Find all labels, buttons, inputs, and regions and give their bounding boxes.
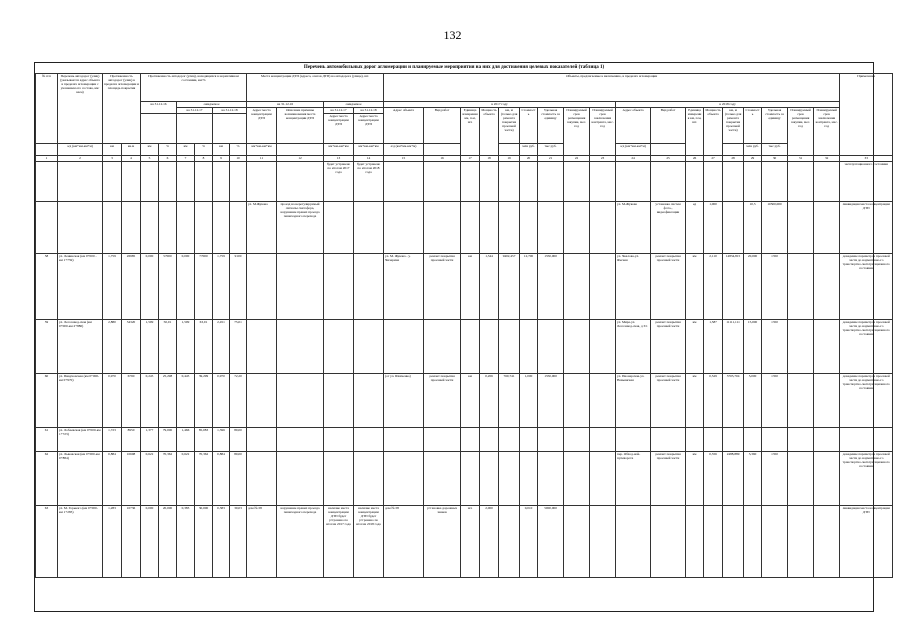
cell-note: доведение параметров проезжей части до нормативно-го транспортно-эксплуатационного состояния (840, 254, 893, 320)
cell-w18-unitcost (762, 506, 788, 578)
column-number: 25 (651, 156, 686, 162)
hdr-planstart-17: Планируемый срок размещения закупки, мес. год (564, 108, 590, 156)
cell-sqm: 34320 (122, 320, 141, 374)
hdr-num: № п/п (36, 74, 58, 144)
table-row (36, 374, 893, 428)
cell-dtp18 (354, 452, 384, 506)
cell-w18-power (704, 428, 723, 452)
cell-km16: 0,000 (141, 506, 159, 578)
cell-dtp17 (324, 452, 354, 506)
column-number: 7 (177, 156, 195, 162)
cell-w17-unit: км (461, 374, 480, 428)
cell-w17-power: 1,344 (480, 254, 499, 320)
cont-w18-power: 1,000 (704, 202, 723, 254)
unit-unitcost18: тыс руб. (762, 144, 788, 156)
column-number: 14 (354, 156, 384, 162)
cell-w17-cost: 1,000 (520, 374, 538, 428)
continuation-row-2 (36, 202, 893, 254)
cell-w18-unit: км (686, 452, 704, 506)
cell-dtp-addr (247, 320, 277, 374)
cell-name: ул. Лыковская (км 0+000-км 0+884) (58, 452, 103, 506)
cell-p18: 9100 (230, 254, 247, 320)
cell-w18-work (651, 428, 686, 452)
cell-w18-unitcost (762, 428, 788, 452)
cell-dtp18 (354, 320, 384, 374)
cell-w17-unit: шт. (461, 506, 480, 578)
cont-dtp-desc: проезд на нерегулируемый сигналы светофора, нарушение правил проезда пешеходного перехода (277, 202, 324, 254)
cell-dtp-desc (277, 428, 324, 452)
hdr-unit-17: Единица измерения км, п.м, шт. (461, 108, 480, 156)
cell-w17-addr: дом №.58 (384, 506, 424, 578)
cell-p18: 80,00 (230, 452, 247, 506)
cell-w18-cost (744, 428, 762, 452)
cell-w17-unitcost (538, 428, 564, 452)
cell-km16: 0,245 (141, 374, 159, 428)
cell-dtp18 (354, 374, 384, 428)
cell-dtp-addr (247, 452, 277, 506)
column-number: 26 (686, 156, 704, 162)
cell-w18-km: 2488,889 (723, 452, 744, 506)
hdr-repair-17: км, м (только для ремонта покрытия проезжей части) (499, 108, 520, 144)
cell-w18-addr: ул. Мира-ул. Лесозавод-ская, д 3/1 (616, 320, 651, 374)
column-number: 13 (324, 156, 354, 162)
cell-w17-unitcost: 1350,000 (538, 374, 564, 428)
cell-p17: 85,083 (195, 428, 213, 452)
cell-len: 1,759 (103, 254, 122, 320)
cell-km16: 1,509 (141, 320, 159, 374)
cell-w17-cost (520, 320, 538, 374)
cont-c33: эксплуатационного состояния (840, 162, 893, 202)
cell-n: 62 (36, 452, 58, 506)
cell-w17-cost: 12,700 (520, 254, 538, 320)
cell-w17-km (499, 320, 520, 374)
column-number: 24 (616, 156, 651, 162)
cell-p16: 57000 (159, 254, 177, 320)
hdr-d1218: на 31.12.18 (213, 108, 247, 114)
cell-w18-unit: км (686, 254, 704, 320)
cell-len: 1,723 (103, 428, 122, 452)
hdr-repair-18: км, м (только для ремонта покрытия проезжей части) (723, 108, 744, 144)
cell-p16: 79,000 (159, 428, 177, 452)
unit-obj17: а/д (км+км-км+м) (384, 144, 424, 156)
cell-km16: 0,622 (141, 452, 159, 506)
cell-dtp-addr (247, 254, 277, 320)
column-number: 31 (788, 156, 814, 162)
cell-w17-work (424, 320, 461, 374)
cell-w17-power: 0,206 (480, 374, 499, 428)
cell-km17: 0,000 (177, 254, 195, 320)
cell-w17-unit (461, 428, 480, 452)
cell-dtp-addr: дом №.58 (247, 506, 277, 578)
hdr-dtp-d1216: на 31.12.16 (247, 102, 324, 108)
cell-w17-km (499, 506, 520, 578)
header-row-1 (36, 74, 893, 102)
cell-w18-unit (686, 428, 704, 452)
cell-p17: 63,01 (195, 320, 213, 374)
page-number: 132 (443, 28, 462, 42)
cell-w18-addr (616, 506, 651, 578)
column-number: 20 (520, 156, 538, 162)
cell-sqm: 8950 (122, 428, 141, 452)
cell-n: 58 (36, 254, 58, 320)
column-number: 4 (122, 156, 141, 162)
cell-n: 59 (36, 320, 58, 374)
hdr-d1217: на 31.12.17 (177, 108, 213, 114)
hdr-dtp-expected: ожидаемое (324, 102, 384, 108)
cell-w17-cost: 0,010 (520, 506, 538, 578)
document-table-sheet (34, 62, 890, 612)
cell-n: 63 (36, 506, 58, 578)
cell-km16: 1,377 (141, 428, 159, 452)
cont-w18-addr: ул. М-Жукова (616, 202, 651, 254)
cell-dtp-desc (277, 254, 324, 320)
hdr-dtp17: Адрес места концентрации ДТП (324, 114, 354, 144)
column-number: 21 (538, 156, 564, 162)
column-number: 17 (461, 156, 480, 162)
hdr-dtp-desc: Описание причины возникновения места концентрации ДТП (277, 108, 324, 144)
cell-name: ул. Лобаевская (км 0+000-км 1+723) (58, 428, 103, 452)
cell-w17-power (480, 320, 499, 374)
cell-w17-work (424, 428, 461, 452)
cont-w18-work: установка систем фото-, видеофиксации (651, 202, 686, 254)
hdr-unitcost-17: Удельная стоимость за единицу (538, 108, 564, 144)
table-row (36, 254, 893, 320)
cont-dtp-addr: ул. М.Жукова (247, 202, 277, 254)
cell-dtp18 (354, 428, 384, 452)
cell-w18-unit (686, 506, 704, 578)
cell-sqm: 6790 (122, 374, 141, 428)
column-number: 15 (384, 156, 424, 162)
column-number: 9 (213, 156, 230, 162)
cell-w17-addr: (от ул. Шевченко) (384, 374, 424, 428)
unit-cost18: млн руб. (744, 144, 762, 156)
table-row (36, 428, 893, 452)
unit-km-16: км (141, 144, 159, 156)
cell-w17-work (424, 452, 461, 506)
table-row (36, 452, 893, 506)
cell-p18: 72,20 (230, 374, 247, 428)
cell-w17-unitcost: 1350,000 (538, 254, 564, 320)
hdr-planstart-18: Планируемый срок размещения закупки, мес. год (788, 108, 814, 156)
cell-km17: 1,466 (177, 428, 195, 452)
column-number: 29 (744, 156, 762, 162)
cell-w17-km (499, 452, 520, 506)
unit-sqm: кв.м (122, 144, 141, 156)
cell-note: ликвидация места концентрации ДТП (840, 506, 893, 578)
cell-w17-cost (520, 428, 538, 452)
cell-w18-addr: ул. Пионерская-ул. Невьянская (616, 374, 651, 428)
column-number: 23 (590, 156, 616, 162)
column-number: 11 (247, 156, 277, 162)
cell-dtp-desc (277, 374, 324, 428)
cell-w18-work: ремонт покрытия проезжей части (651, 320, 686, 374)
hdr-work-type-17: Вид работ (424, 108, 461, 144)
cell-w17-km: 760,741 (499, 374, 520, 428)
hdr-note: Примечание (840, 74, 893, 156)
cell-km18: 0,970 (213, 374, 230, 428)
cell-w18-cost: 3,360 (744, 452, 762, 506)
unit-pct-17: % (195, 144, 213, 156)
unit-km-18: км (213, 144, 230, 156)
cell-w18-cost: 20,000 (744, 254, 762, 320)
cell-w17-addr (384, 452, 424, 506)
cell-km17: 0,445 (177, 374, 195, 428)
cell-p16: 25,298 (159, 374, 177, 428)
cell-dtp18 (354, 254, 384, 320)
cell-p16: 70,362 (159, 452, 177, 506)
unit-obj18: а/д (км+км-км+м) (616, 144, 651, 156)
cell-p18: 80,00 (230, 428, 247, 452)
cell-p16: 50,01 (159, 320, 177, 374)
cell-w18-cost (744, 506, 762, 578)
cell-w18-km (723, 506, 744, 578)
hdr-expected: ожидаемое (177, 102, 247, 108)
cell-km17: 0,383 (177, 506, 195, 578)
cell-w18-addr: пер. Обход-ной-пулеворота (616, 452, 651, 506)
cell-dtp-addr (247, 374, 277, 428)
cont-w18-cost: 10,5 (744, 202, 762, 254)
cell-km18: 1,759 (213, 254, 230, 320)
cell-w17-addr (384, 320, 424, 374)
cell-w17-work: ремонт покрытия проезжей части (424, 254, 461, 320)
cell-w18-km: 11111,111 (723, 320, 744, 374)
cell-dtp17 (324, 374, 354, 428)
cell-w17-unit (461, 320, 480, 374)
continuation-row-1 (36, 162, 893, 202)
column-number: 2 (58, 156, 103, 162)
cell-w17-unit (461, 452, 480, 506)
column-number: 32 (814, 156, 840, 162)
cell-w18-work: ремонт покрытия проезжей части (651, 452, 686, 506)
cont-c13: будет устранено по итогам 2017 года (324, 162, 354, 202)
hdr-works-group: Объекты, предлагаемые к включению, в пределах агломерации (384, 74, 840, 102)
cell-km16: 0,000 (141, 254, 159, 320)
unit-pct-18: % (230, 144, 247, 156)
column-number: 16 (424, 156, 461, 162)
table-title: Перечень автомобильных дорог агломерации и планируемые мероприятия на них для достижения целевых показателей (таблица 1) (35, 63, 873, 74)
cell-w17-unitcost (538, 320, 564, 374)
cell-w18-work: ремонт покрытия проезжей части (651, 254, 686, 320)
cell-dtp18: наличие места концентрации ДТП будет устранено по итогам 2018 года (354, 506, 384, 578)
cell-dtp17 (324, 320, 354, 374)
cell-w17-cost (520, 452, 538, 506)
unit-km-17: км (177, 144, 195, 156)
cell-p17: 77000 (195, 254, 213, 320)
cell-len: 0,970 (103, 374, 122, 428)
cell-km18: 0,884 (213, 452, 230, 506)
column-number: 33 (840, 156, 893, 162)
cell-w17-power (480, 452, 499, 506)
cell-p17: 70,362 (195, 452, 213, 506)
cell-w18-power: 2,110 (704, 254, 723, 320)
hdr-cost-17: Стоимость (520, 108, 538, 144)
unit-cost17: млн руб. (520, 144, 538, 156)
cell-w17-addr: ул. М. Жукова - у. Чичерина (384, 254, 424, 320)
hdr-norm-group: Протяженность автодорог (улиц), находящихся в нормативном состоянии, км/% (141, 74, 247, 102)
column-number: 5 (141, 156, 159, 162)
cell-n: 61 (36, 428, 58, 452)
cell-w18-cost: 15,000 (744, 320, 762, 374)
cell-w17-work: ремонт покрытия проезжей части (424, 374, 461, 428)
column-number: 10 (230, 156, 247, 162)
cell-p17: 30,000 (195, 506, 213, 578)
cell-w17-unitcost: 5000,000 (538, 506, 564, 578)
hdr-obj-addr-17: Адрес объекта (384, 108, 424, 144)
cell-km17: 0,622 (177, 452, 195, 506)
unit-pct-16: % (159, 144, 177, 156)
unit-dtp-addr: км+км-км+км (247, 144, 277, 156)
cell-name: ул. Пикуновская (км 0+000-км 0+970) (58, 374, 103, 428)
cell-note: доведение параметров проезжей части до нормативно-го транспортно-эксплуатационного состояния (840, 320, 893, 374)
hdr-dtp18-date: на 31.12.18 (354, 108, 384, 114)
cell-w18-km: 14834,815 (723, 254, 744, 320)
cell-dtp-addr (247, 428, 277, 452)
hdr-unit-18: Единица измерения км, п.м, шт. (686, 108, 704, 156)
cell-w18-unit: км (686, 374, 704, 428)
column-number: 1 (36, 156, 58, 162)
cell-w17-unit: км (461, 254, 480, 320)
cell-len: 2,880 (103, 320, 122, 374)
unit-road: а/д (км+км-км+м) (58, 144, 103, 156)
hdr-power-17: Мощность объекта (480, 108, 499, 156)
cell-w18-power: 0,529 (704, 374, 723, 428)
hdr-obj-addr-18: Адрес объекта (616, 108, 651, 144)
cell-note: доведение параметров проезжей части до нормативно-го транспортно-эксплуатационного состояния (840, 452, 893, 506)
cell-w18-unitcost: 1350 (762, 320, 788, 374)
cell-p18: 30,03 (230, 506, 247, 578)
column-number: 22 (564, 156, 590, 162)
cell-p18: 75,01 (230, 320, 247, 374)
cell-note: доведение параметров проезжей части до нормативно-го транспортно-эксплуатационного состояния (840, 374, 893, 428)
cell-km18: 0,383 (213, 506, 230, 578)
cell-p16: 20,000 (159, 506, 177, 578)
cell-w18-unitcost: 1350 (762, 374, 788, 428)
cell-w18-addr (616, 428, 651, 452)
cell-dtp17: наличие места концентрации ДТП будет устранено по итогам 2017 года (324, 506, 354, 578)
unit-dtp18: км+км-км+км (354, 144, 384, 156)
hdr-plansign-17: Планируемый срок заключения контракта, мес. год (590, 108, 616, 156)
hdr-length: Протяженность автодорог (улиц) в пределах агломерации и площадь покрытия (103, 74, 141, 144)
column-number: 30 (762, 156, 788, 162)
cell-note (840, 428, 893, 452)
cell-km18: 2,451 (213, 320, 230, 374)
table-row (36, 506, 893, 578)
cell-n: 60 (36, 374, 58, 428)
column-number: 12 (277, 156, 324, 162)
cell-w18-km: 3703,704 (723, 374, 744, 428)
cell-sqm: 26985 (122, 254, 141, 320)
hdr-work-type-18: Вид работ (651, 108, 686, 144)
cell-w17-km: 9402,457 (499, 254, 520, 320)
hdr-dtp-addr: Адрес места концентрации ДТП (247, 108, 277, 144)
cell-km17: 1,509 (177, 320, 195, 374)
cell-w17-addr (384, 428, 424, 452)
cell-w18-cost: 5,000 (744, 374, 762, 428)
cell-w18-addr: ул. Чкалова-ул. Ямская (616, 254, 651, 320)
column-number: 8 (195, 156, 213, 162)
hdr-cost-18: Стоимость (744, 108, 762, 144)
cont-note: ликвидация места концентрации ДТП (840, 202, 893, 254)
cell-w18-power: 1,587 (704, 320, 723, 374)
cont-w18-unitcost: 10500,000 (762, 202, 788, 254)
hdr-dtp17-date: на 31.12.17 (324, 108, 354, 114)
cell-w18-work: ремонт покрытия проезжей части (651, 374, 686, 428)
column-number: 28 (723, 156, 744, 162)
cell-w17-km (499, 428, 520, 452)
cell-w18-work (651, 506, 686, 578)
cell-dtp-desc (277, 320, 324, 374)
column-number: 6 (159, 156, 177, 162)
cell-w18-unitcost: 1350 (762, 452, 788, 506)
hdr-unitcost-18: Удельная стоимость за единицу (762, 108, 788, 144)
roads-table (35, 73, 893, 578)
cell-w18-unitcost: 1350 (762, 254, 788, 320)
cont-c14: будет устранено по итогам 2018 года (354, 162, 384, 202)
cont-w18-unit: ед (686, 202, 704, 254)
cell-w18-power: 0,356 (704, 452, 723, 506)
cell-dtp-desc: нарушение правил проезда пешеходного перехода (277, 506, 324, 578)
hdr-plansign-18: Планируемый срок заключения контракта, мес. год (814, 108, 840, 156)
hdr-road-name: Перечень автодорог (улиц) (указывается адрес объекта в пределах агломерации с указанием его состава, км/кв.м) (58, 74, 103, 144)
unit-km: км (103, 144, 122, 156)
hdr-y2017: в 2017 году (384, 102, 616, 108)
cell-name: ул. М. Горького (км 0+000-км 1+283) (58, 506, 103, 578)
hdr-dtp18: Адрес места концентрации ДТП (354, 114, 384, 144)
cell-sqm: 10736 (122, 506, 141, 578)
hdr-y2018: в 2018 году (616, 102, 840, 108)
cell-w17-unitcost (538, 452, 564, 506)
cell-km18: 1,396 (213, 428, 230, 452)
cell-len: 1,283 (103, 506, 122, 578)
cell-dtp-desc (277, 452, 324, 506)
cell-w17-work: установка дорожных знаков (424, 506, 461, 578)
column-number: 18 (480, 156, 499, 162)
cell-w18-power (704, 506, 723, 578)
cell-dtp17 (324, 428, 354, 452)
cell-p17: 39,299 (195, 374, 213, 428)
cell-w18-unit: км (686, 320, 704, 374)
cell-dtp17 (324, 254, 354, 320)
hdr-power-18: Мощность объекта (704, 108, 723, 156)
cell-name: ул. Лесозавод-ская (км 0+000-км 2+880) (58, 320, 103, 374)
cell-len: 0,884 (103, 452, 122, 506)
cell-name: ул. Ленинская (км 0+000 - км 1+759) (58, 254, 103, 320)
column-number: 3 (103, 156, 122, 162)
hdr-dtp-group: Места концентрации ДТП (адреса, очагов ДТП) на автодороге (улице), шт. (247, 74, 384, 102)
unit-unitcost17: тыс руб. (538, 144, 564, 156)
cell-sqm: 10608 (122, 452, 141, 506)
hdr-d1216: на 31.12.16 (141, 102, 177, 114)
column-number: 19 (499, 156, 520, 162)
table-row (36, 320, 893, 374)
cell-w17-power (480, 428, 499, 452)
cell-w17-power: 2,000 (480, 506, 499, 578)
cell-w18-km (723, 428, 744, 452)
unit-dtp17: км+км-км+км (324, 144, 354, 156)
column-number: 27 (704, 156, 723, 162)
